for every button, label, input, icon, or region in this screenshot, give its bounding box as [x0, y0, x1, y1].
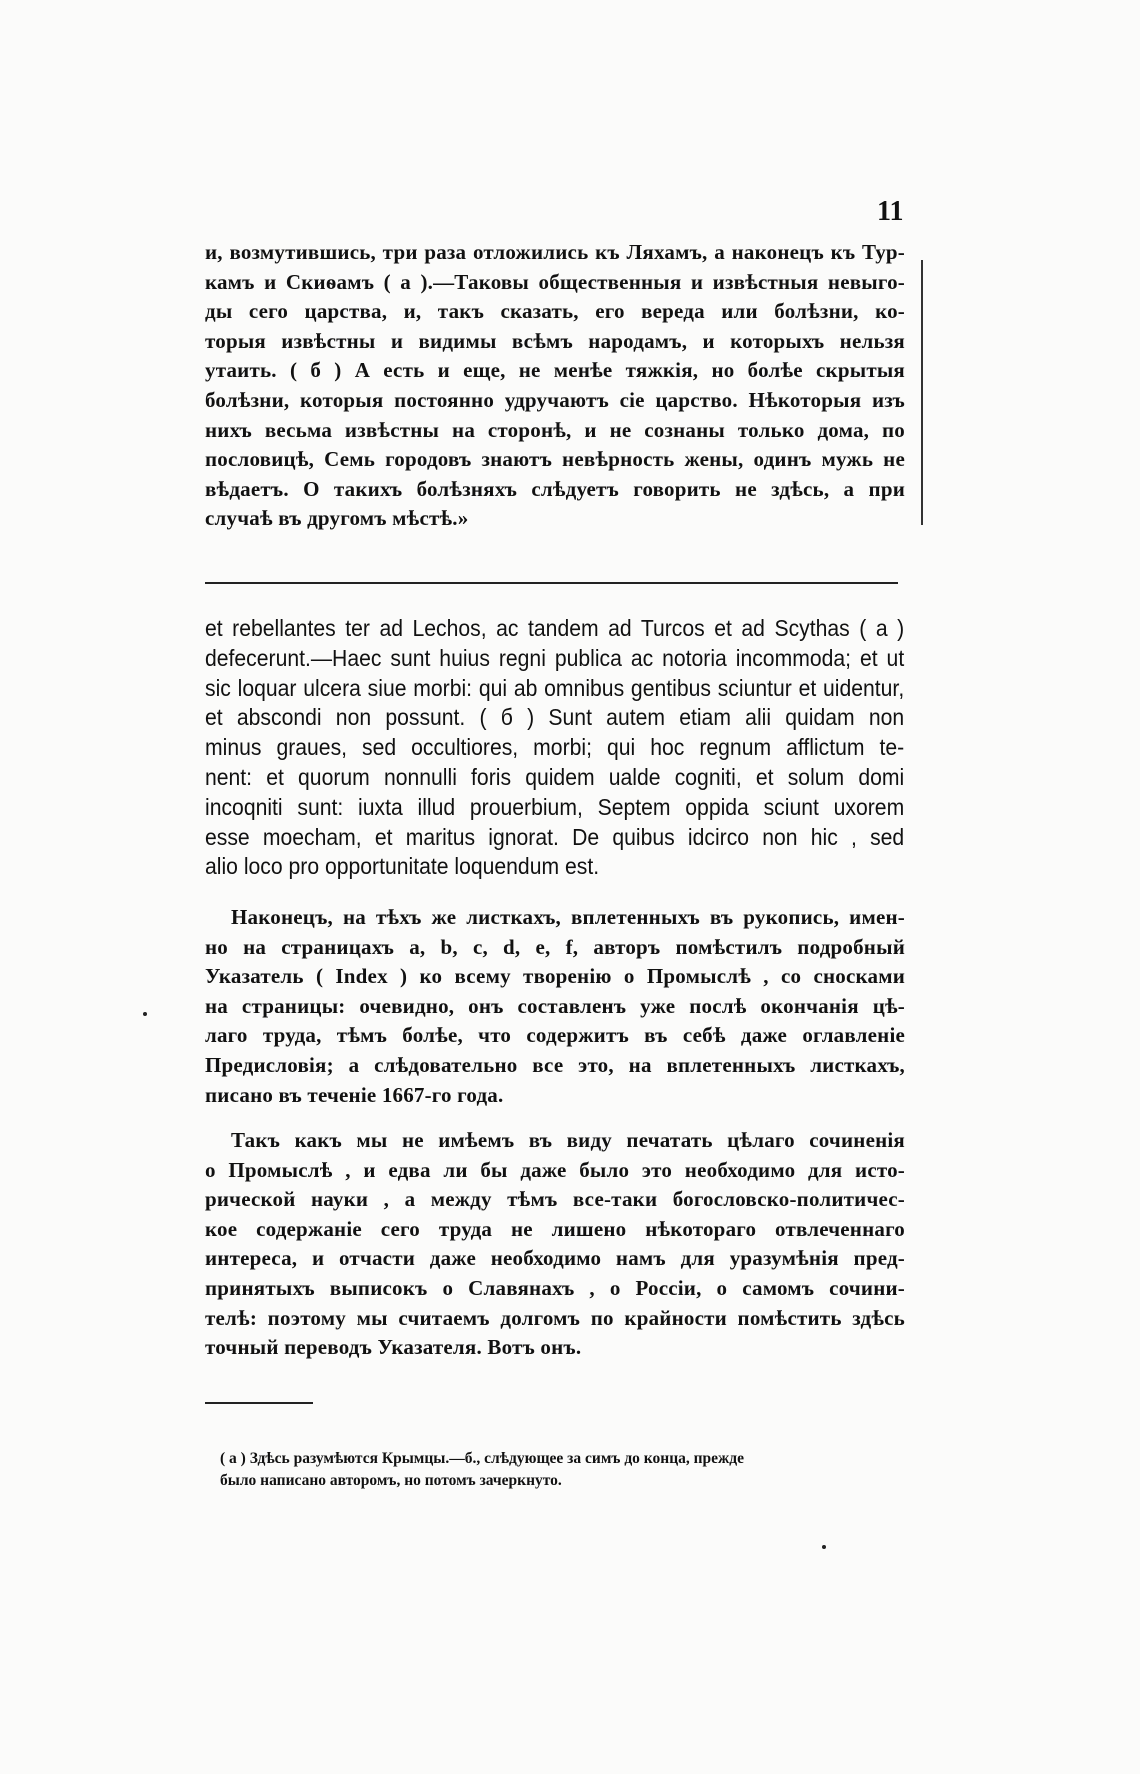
footnote: [220, 1448, 905, 1492]
text-line: вѣдаетъ. О такихъ болѣзняхъ слѣдуетъ говорить не здѣсь, а при: [205, 476, 905, 501]
text-line: интереса, и отчасти даже необходимо намъ для уразумѣнія пред-: [205, 1246, 905, 1271]
text-line: Наконецъ, на тѣхъ же листкахъ, вплетенныхъ въ рукопись, имен-: [231, 905, 905, 929]
text-line: кое содержаніе сего труда не лишено нѣкотораго отвлеченнаго: [205, 1216, 905, 1241]
page-number: 11: [877, 196, 904, 227]
text-line: нихъ весьма извѣстны на сторонѣ, и не сознаны только дома, по: [205, 417, 905, 442]
text-line: Предисловія; а слѣдовательно все это, на вплетенныхъ листкахъ,: [205, 1052, 905, 1077]
ink-speck: [143, 1012, 147, 1016]
footnote-divider: [205, 1402, 313, 1404]
text-line: defecerunt.—Haec sunt huius regni publica ac notoria incommoda; et ut: [205, 644, 905, 671]
text-line: телѣ: поэтому мы считаемъ долгомъ по крайности помѣстить здѣсь: [205, 1305, 905, 1330]
quote-paragraph: [205, 238, 905, 534]
text-line: ды сего царства, и, такъ сказать, его вереда или болѣзни, ко-: [205, 299, 905, 324]
text-line: et rebellantes ter ad Lechos, ac tandem ad Turcos et ad Scythas ( a ): [205, 615, 905, 641]
text-line: лаго труда, тѣмъ болѣе, что содержитъ въ себѣ даже оглавленіе: [205, 1023, 905, 1048]
footnote-line: было написано авторомъ, но потомъ зачеркнуто.: [220, 1472, 562, 1489]
margin-bracket: [921, 260, 923, 525]
text-line: точный переводъ Указателя. Вотъ онъ.: [205, 1335, 582, 1360]
ink-speck: [822, 1545, 826, 1549]
body-paragraph-2: [205, 1126, 905, 1363]
text-line: на страницы: очевидно, онъ составленъ уже послѣ окончанія цѣ-: [205, 993, 905, 1018]
text-line: sic loquar ulcera siue morbi: qui ab omnibus gentibus sciuntur et uidentur,: [205, 674, 905, 701]
text-line: болѣзни, которыя постоянно удручаютъ сіе царство. Нѣкоторыя изъ: [205, 387, 905, 412]
text-line: принятыхъ выписокъ о Славянахъ , о Россіи, о самомъ сочини-: [205, 1275, 905, 1300]
text-line: minus graues, sed occultiores, morbi; qui hoc regnum afflictum te-: [205, 734, 905, 761]
text-line: утаить. ( б ) А есть и еще, не менѣе тяжкія, но болѣе скрытыя: [205, 358, 905, 383]
text-line: Указатель ( Index ) ко всему творенію о Промыслѣ , со сносками: [205, 964, 905, 989]
text-line: рической науки , а между тѣмъ все-таки богословско-политичес-: [205, 1187, 905, 1212]
text-line: но на страницахъ a, b, c, d, e, f, авторъ помѣстилъ подробный: [205, 934, 905, 959]
text-line: Такъ какъ мы не имѣемъ въ виду печатать цѣлаго сочиненія: [231, 1128, 905, 1152]
text-line: et abscondi non possunt. ( б ) Sunt autem etiam alii quidam non: [205, 704, 905, 731]
latin-paragraph: [205, 614, 904, 882]
text-line: nent: et quorum nonnulli foris quidem ualde cogniti, et solum domi: [205, 763, 905, 790]
text-line: incoqniti sunt: iuxta illud prouerbium, Septem oppida sciunt uxorem: [205, 793, 905, 820]
section-divider: [205, 582, 898, 584]
text-line: случаѣ въ другомъ мѣстѣ.»: [205, 506, 469, 531]
text-line: писано въ теченіе 1667-го года.: [205, 1082, 504, 1107]
footnote-line: ( а ) Здѣсь разумѣются Крымцы.—б., слѣдующее за симъ до конца, прежде: [220, 1450, 745, 1467]
text-line: о Промыслѣ , и едва ли бы даже было это необходимо для исто-: [205, 1157, 905, 1182]
body-paragraph-1: [205, 903, 905, 1110]
text-line: торыя извѣстны и видимы всѣмъ народамъ, и которыхъ нельзя: [205, 328, 905, 353]
text-line: камъ и Скиѳамъ ( а ).—Таковы общественныя и извѣстныя невыго-: [205, 269, 905, 294]
text-line: и, возмутившись, три раза отложились къ Ляхамъ, а наконецъ къ Тур-: [205, 240, 905, 264]
text-line: alio loco pro opportunitate loquendum est.: [205, 853, 600, 880]
text-line: esse moecham, et maritus ignorat. De quibus idcirco non hic , sed: [205, 823, 905, 850]
text-line: пословицѣ, Семь городовъ знаютъ невѣрность жены, одинъ мужь не: [205, 447, 905, 472]
